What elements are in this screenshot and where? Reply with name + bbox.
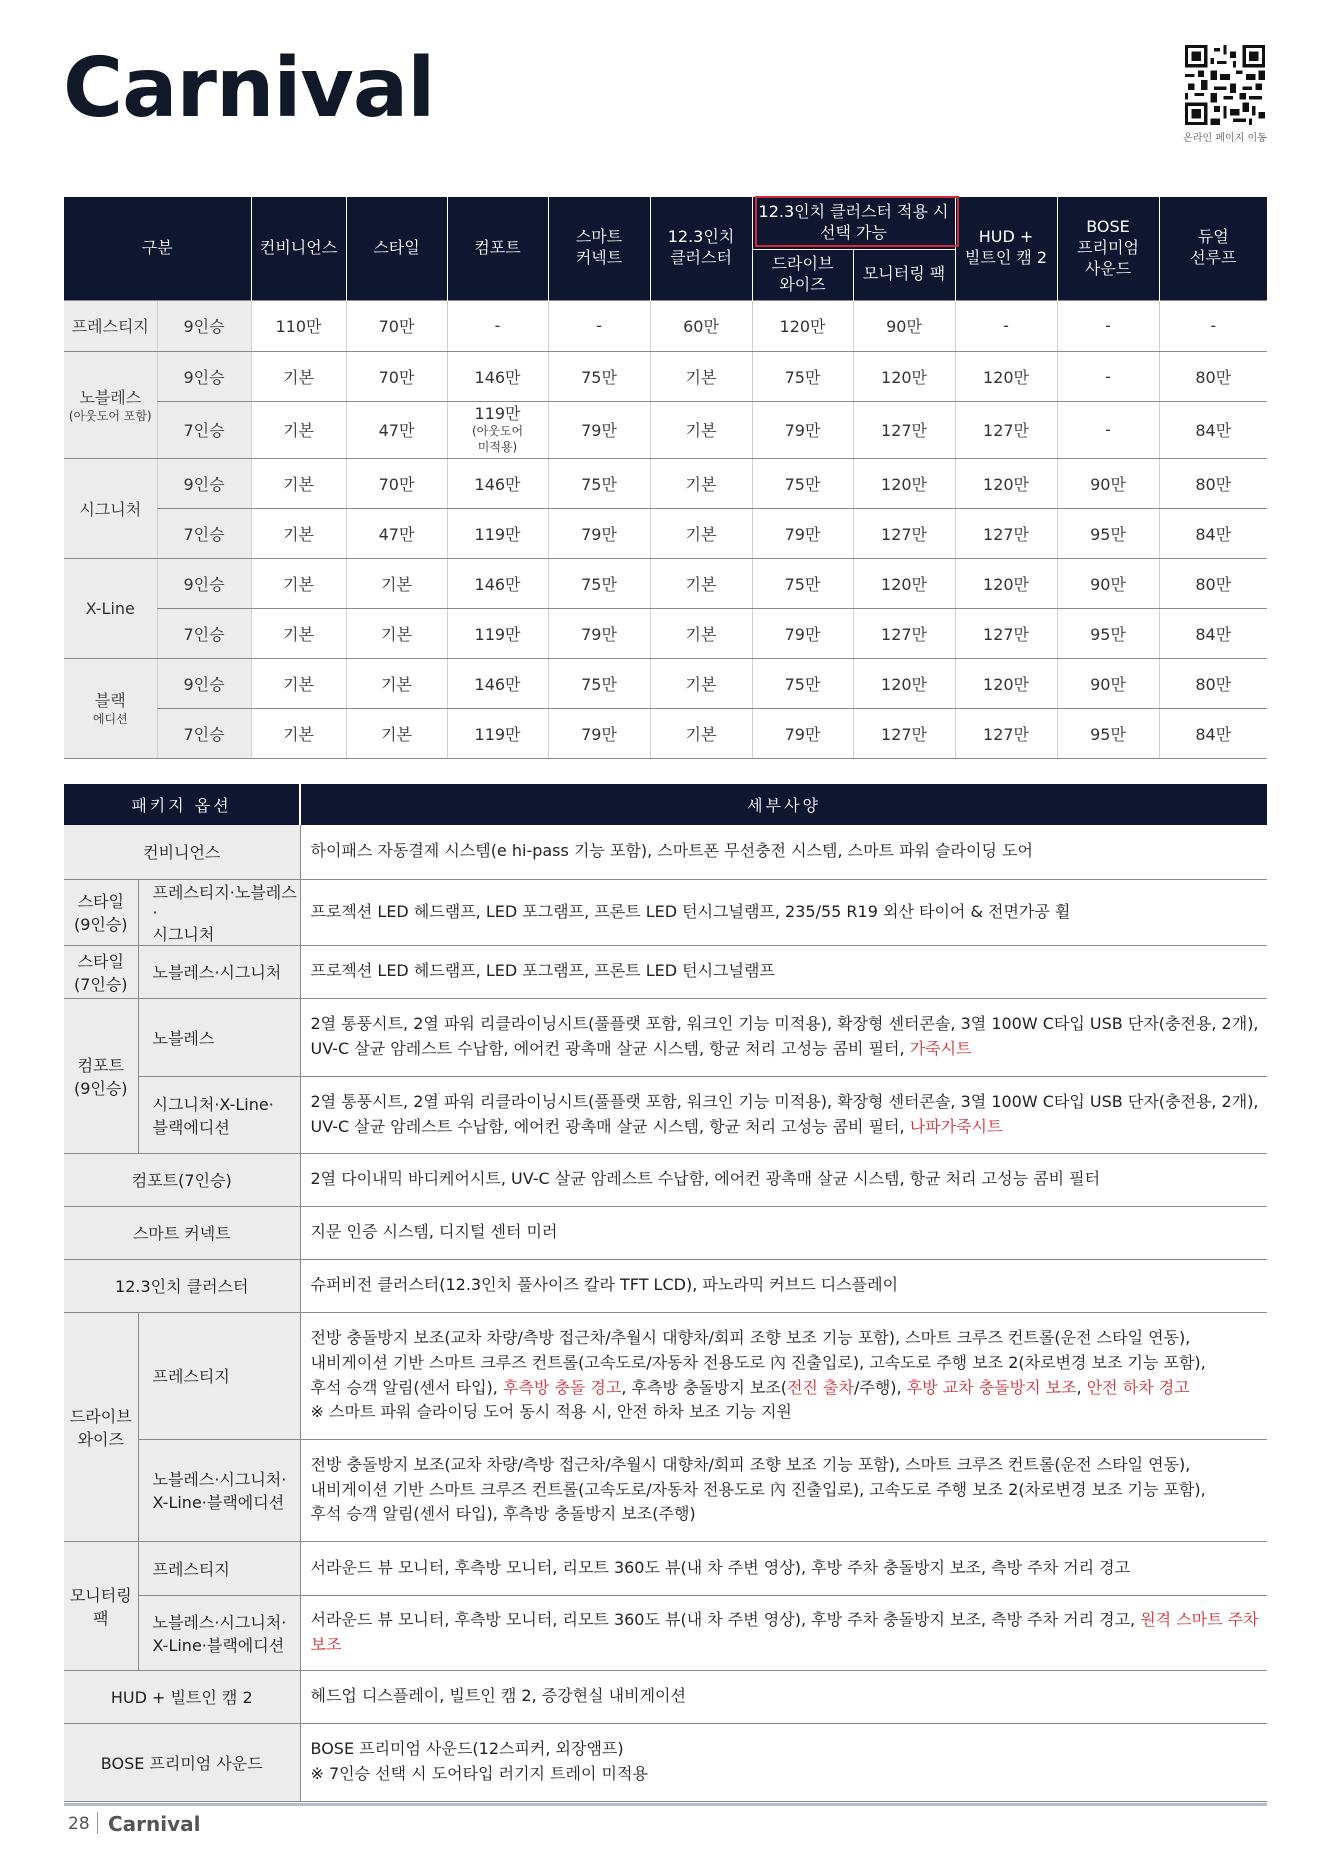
price-cell: 기본 — [346, 608, 447, 658]
price-row — [64, 708, 1267, 758]
price-cell: 127만 — [853, 508, 955, 558]
highlight-nappa-leather-seat: 나파가죽시트 — [909, 1116, 1003, 1136]
price-row — [64, 300, 1267, 351]
price-cell: - — [1057, 351, 1159, 401]
price-cell: 95만 — [1057, 608, 1159, 658]
pkg-desc-style9: 프로젝션 LED 헤드램프, LED 포그램프, 프론트 LED 턴시그널램프, 235/55 R19 외산 타이어 & 전면가공 휠 — [300, 879, 1267, 945]
grade-label: 블랙 에디션 — [64, 658, 157, 758]
pkg-sub-drive-wise-prestige: 프레스티지 — [138, 1312, 300, 1439]
price-cell: 75만 — [752, 558, 853, 608]
pkg-row-comfort9-b — [64, 1076, 1267, 1153]
price-cell: 기본 — [251, 458, 346, 508]
qr-code-icon[interactable] — [1185, 45, 1265, 125]
pkg-label-comfort9: 컴포트 (9인승) — [64, 998, 138, 1153]
price-table-header — [64, 197, 1267, 300]
price-cell: 120만 — [853, 458, 955, 508]
highlight-safe-exit-warning: 안전 하차 경고 — [1086, 1377, 1190, 1397]
pkg-desc-drive-wise-prestige: 전방 충돌방지 보조(교차 차량/측방 접근차/추월시 대향차/회피 조향 보조 기능 포함), 스마트 크루즈 컨트롤(운전 스타일 연동), 내비게이션 기반 스마트 크루즈 컨트롤(고속도로/자동차 전용도로 內 진출입로), 고속도로 주행 보조 2(차로변경 보조 기능 포함), 후석 승객 알림(센서 타입), 후측방 충돌 경고, 후측방 충돌방지 보조(전진 출차/주행), 후방 교차 충돌방지 보조, 안전 하차 경고 ※ 스마트 파워 슬라이딩 도어 동시 적용 시, 안전 하차 보조 기능 지원 — [300, 1312, 1267, 1439]
price-cell: 기본 — [650, 708, 752, 758]
package-header-right: 세부사양 — [300, 784, 1267, 825]
price-cell: 75만 — [752, 458, 853, 508]
pkg-sub-monitoring-prestige: 프레스티지 — [138, 1541, 300, 1595]
grade-label: 노블레스 (아웃도어 포함) — [64, 351, 157, 458]
highlight-forward-exit: 전진 출차 — [787, 1377, 854, 1397]
pkg-desc-drive-wise-others: 전방 충돌방지 보조(교차 차량/측방 접근차/추월시 대향차/회피 조향 보조 기능 포함), 스마트 크루즈 컨트롤(운전 스타일 연동), 내비게이션 기반 스마트 크루즈 컨트롤(고속도로/자동차 전용도로 內 진출입로), 고속도로 주행 보조 2(차로변경 보조 기능 포함), 후석 승객 알림(센서 타입), 후측방 충돌방지 보조(주행) — [300, 1439, 1267, 1541]
price-cell: 75만 — [548, 558, 650, 608]
price-cell: 79만 — [548, 708, 650, 758]
pkg-label-smart-connect: 스마트 커넥트 — [64, 1206, 300, 1259]
price-cell: 95만 — [1057, 708, 1159, 758]
price-cell: 80만 — [1159, 458, 1267, 508]
price-cell: - — [955, 300, 1057, 351]
pkg-desc-convenience: 하이패스 자동결제 시스템(e hi-pass 기능 포함), 스마트폰 무선충전 시스템, 스마트 파워 슬라이딩 도어 — [300, 825, 1267, 879]
price-cell: - — [447, 300, 548, 351]
header-monitoring-pack: 모니터링 팩 — [853, 249, 955, 300]
price-cell: 146만 — [447, 458, 548, 508]
highlight-remote-smart-parking: 원격 스마트 주차 보조 — [310, 1609, 1259, 1654]
pkg-label-drive-wise: 드라이브 와이즈 — [64, 1312, 138, 1541]
pkg-label-hud: HUD + 빌트인 캠 2 — [64, 1670, 300, 1723]
price-cell: 기본 — [650, 351, 752, 401]
seats-label: 7인승 — [157, 708, 251, 758]
price-cell: 60만 — [650, 300, 752, 351]
seats-label: 9인승 — [157, 351, 251, 401]
qr-label: 온라인 페이지 이동 — [1183, 133, 1267, 144]
price-cell: 기본 — [346, 658, 447, 708]
price-cell: 기본 — [251, 558, 346, 608]
price-cell: - — [1057, 300, 1159, 351]
price-cell: 79만 — [548, 508, 650, 558]
header-cluster-group: 12.3인치 클러스터 적용 시 선택 가능 — [752, 197, 955, 249]
grade-label: 프레스티지 — [64, 300, 157, 351]
pkg-row-cluster — [64, 1259, 1267, 1312]
price-cell: 84만 — [1159, 608, 1267, 658]
price-cell: 84만 — [1159, 508, 1267, 558]
price-cell: 120만 — [853, 658, 955, 708]
price-cell: 기본 — [650, 658, 752, 708]
price-cell: 120만 — [955, 558, 1057, 608]
highlight-rear-cross-traffic: 후방 교차 충돌방지 보조 — [906, 1377, 1077, 1397]
pkg-label-monitoring: 모니터링 팩 — [64, 1541, 138, 1670]
price-cell: 127만 — [955, 708, 1057, 758]
price-cell: 70만 — [346, 351, 447, 401]
pkg-row-drive-wise-b — [64, 1439, 1267, 1541]
price-cell: 70만 — [346, 300, 447, 351]
price-cell: 127만 — [955, 508, 1057, 558]
footer-divider — [64, 1803, 1267, 1806]
price-cell: 127만 — [853, 708, 955, 758]
seats-label: 9인승 — [157, 558, 251, 608]
price-cell: 기본 — [251, 608, 346, 658]
price-cell: 119만 — [447, 608, 548, 658]
pkg-desc-bose: BOSE 프리미엄 사운드(12스피커, 외장앰프) ※ 7인승 선택 시 도어타입 러기지 트레이 미적용 — [300, 1723, 1267, 1801]
price-row — [64, 458, 1267, 508]
price-row — [64, 608, 1267, 658]
pkg-desc-smart-connect: 지문 인증 시스템, 디지털 센터 미러 — [300, 1206, 1267, 1259]
price-cell: - — [1057, 401, 1159, 458]
pkg-desc-comfort9-noblesse: 2열 통풍시트, 2열 파워 리클라이닝시트(풀플랫 포함, 워크인 기능 미적용), 확장형 센터콘솔, 3열 100W C타입 USB 단자(충전용, 2개), UV-C 살균 암레스트 수납함, 에어컨 광촉매 살균 시스템, 항균 처리 고성능 콤비 필터, 가죽시트 — [300, 998, 1267, 1076]
price-cell: 75만 — [548, 351, 650, 401]
pkg-sub-style9: 프레스티지·노블레스· 시그니처 — [138, 879, 300, 945]
price-cell: 기본 — [650, 401, 752, 458]
seats-label: 9인승 — [157, 300, 251, 351]
pkg-sub-comfort9-noblesse: 노블레스 — [138, 998, 300, 1076]
highlight-leather-seat: 가죽시트 — [909, 1039, 972, 1058]
footer-model-name: Carnival — [108, 1812, 201, 1836]
pkg-desc-hud: 헤드업 디스플레이, 빌트인 캠 2, 증강현실 내비게이션 — [300, 1670, 1267, 1723]
price-cell: 47만 — [346, 508, 447, 558]
package-table — [64, 784, 1267, 1802]
seats-label: 9인승 — [157, 458, 251, 508]
price-cell: 80만 — [1159, 351, 1267, 401]
pkg-desc-comfort7: 2열 다이내믹 바디케어시트, UV-C 살균 암레스트 수납함, 에어컨 광촉매 살균 시스템, 항균 처리 고성능 콤비 필터 — [300, 1153, 1267, 1206]
pkg-sub-style7: 노블레스·시그니처 — [138, 945, 300, 998]
page-number: 28 — [68, 1814, 90, 1834]
header-convenience: 컨비니언스 — [251, 197, 346, 300]
pkg-sub-drive-wise-others: 노블레스·시그니처· X-Line·블랙에디션 — [138, 1439, 300, 1541]
price-cell: 95만 — [1057, 508, 1159, 558]
price-cell: - — [548, 300, 650, 351]
pkg-desc-style7: 프로젝션 LED 헤드램프, LED 포그램프, 프론트 LED 턴시그널램프 — [300, 945, 1267, 998]
highlight-rear-side-collision-warning: 후측방 충돌 경고 — [502, 1377, 622, 1397]
pkg-sub-comfort9-signature: 시그니처·X-Line· 블랙에디션 — [138, 1076, 300, 1153]
price-cell: 120만 — [955, 658, 1057, 708]
price-cell: 146만 — [447, 558, 548, 608]
footer-separator — [97, 1812, 98, 1834]
price-row — [64, 658, 1267, 708]
header-hud: HUD + 빌트인 캠 2 — [955, 197, 1057, 300]
page-title: Carnival — [63, 41, 435, 136]
price-cell: 120만 — [853, 351, 955, 401]
price-cell: 127만 — [853, 608, 955, 658]
price-cell: 84만 — [1159, 401, 1267, 458]
price-cell: 기본 — [346, 708, 447, 758]
pkg-desc-cluster: 슈퍼비전 클러스터(12.3인치 풀사이즈 칼라 TFT LCD), 파노라믹 커브드 디스플레이 — [300, 1259, 1267, 1312]
price-cell: 75만 — [752, 658, 853, 708]
price-cell: 90만 — [853, 300, 955, 351]
price-cell: 127만 — [955, 401, 1057, 458]
pkg-row-monitoring-b — [64, 1595, 1267, 1670]
price-cell: 기본 — [251, 508, 346, 558]
price-row — [64, 351, 1267, 401]
price-cell: - — [1159, 300, 1267, 351]
pkg-row-bose — [64, 1723, 1267, 1801]
pkg-label-bose: BOSE 프리미엄 사운드 — [64, 1723, 300, 1801]
price-cell: 120만 — [955, 458, 1057, 508]
seats-label: 7인승 — [157, 608, 251, 658]
price-row — [64, 558, 1267, 608]
package-header-left: 패키지 옵션 — [64, 784, 300, 825]
price-table — [64, 197, 1267, 759]
price-cell: 75만 — [548, 458, 650, 508]
price-cell: 기본 — [650, 508, 752, 558]
price-cell: 146만 — [447, 351, 548, 401]
price-cell: 90만 — [1057, 458, 1159, 508]
price-cell: 기본 — [251, 658, 346, 708]
grade-label: 시그니처 — [64, 458, 157, 558]
header-cluster: 12.3인치 클러스터 — [650, 197, 752, 300]
price-cell: 120만 — [955, 351, 1057, 401]
header-comfort: 컴포트 — [447, 197, 548, 300]
price-cell: 80만 — [1159, 658, 1267, 708]
pkg-desc-monitoring-prestige: 서라운드 뷰 모니터, 후측방 모니터, 리모트 360도 뷰(내 차 주변 영상), 후방 주차 충돌방지 보조, 측방 주차 거리 경고 — [300, 1541, 1267, 1595]
price-cell: 70만 — [346, 458, 447, 508]
price-cell: 119만 — [447, 708, 548, 758]
price-cell: 110만 — [251, 300, 346, 351]
pkg-label-style7: 스타일 (7인승) — [64, 945, 138, 998]
price-cell: 80만 — [1159, 558, 1267, 608]
header-division: 구분 — [64, 197, 251, 300]
seats-label: 7인승 — [157, 401, 251, 458]
price-cell: 127만 — [853, 401, 955, 458]
price-table-body — [64, 300, 1267, 758]
header-drive-wise: 드라이브 와이즈 — [752, 249, 853, 300]
price-cell: 119만 (아웃도어 미적용) — [447, 401, 548, 458]
header-smart-connect: 스마트 커넥트 — [548, 197, 650, 300]
pkg-row-comfort9-a — [64, 998, 1267, 1076]
header-bose: BOSE 프리미엄 사운드 — [1057, 197, 1159, 300]
pkg-row-convenience — [64, 825, 1267, 879]
price-cell: 120만 — [752, 300, 853, 351]
price-cell: 기본 — [251, 351, 346, 401]
price-cell: 기본 — [251, 401, 346, 458]
price-cell: 기본 — [650, 608, 752, 658]
price-cell: 79만 — [752, 708, 853, 758]
pkg-row-style7 — [64, 945, 1267, 998]
price-cell: 기본 — [650, 558, 752, 608]
price-cell: 79만 — [548, 401, 650, 458]
price-cell: 47만 — [346, 401, 447, 458]
pkg-row-drive-wise-a — [64, 1312, 1267, 1439]
price-cell: 120만 — [853, 558, 955, 608]
pkg-label-comfort7: 컴포트(7인승) — [64, 1153, 300, 1206]
price-cell: 75만 — [548, 658, 650, 708]
grade-label: X-Line — [64, 558, 157, 658]
seats-label: 7인승 — [157, 508, 251, 558]
header-style: 스타일 — [346, 197, 447, 300]
price-row — [64, 508, 1267, 558]
pkg-sub-monitoring-others: 노블레스·시그니처· X-Line·블랙에디션 — [138, 1595, 300, 1670]
price-cell: 79만 — [752, 401, 853, 458]
price-row — [64, 401, 1267, 458]
price-cell: 79만 — [752, 508, 853, 558]
pkg-desc-monitoring-others: 서라운드 뷰 모니터, 후측방 모니터, 리모트 360도 뷰(내 차 주변 영상), 후방 주차 충돌방지 보조, 측방 주차 거리 경고, 원격 스마트 주차 보조 — [300, 1595, 1267, 1670]
price-cell: 79만 — [752, 608, 853, 658]
pkg-label-style9: 스타일 (9인승) — [64, 879, 138, 945]
pkg-desc-comfort9-signature: 2열 통풍시트, 2열 파워 리클라이닝시트(풀플랫 포함, 워크인 기능 미적용), 확장형 센터콘솔, 3열 100W C타입 USB 단자(충전용, 2개), UV-C 살균 암레스트 수납함, 에어컨 광촉매 살균 시스템, 항균 처리 고성능 콤비 필터, 나파가죽시트 — [300, 1076, 1267, 1153]
price-cell: 기본 — [346, 558, 447, 608]
price-cell: 127만 — [955, 608, 1057, 658]
price-cell: 90만 — [1057, 558, 1159, 608]
pkg-label-convenience: 컨비니언스 — [64, 825, 300, 879]
header-dual-sunroof: 듀얼 선루프 — [1159, 197, 1267, 300]
price-cell: 84만 — [1159, 708, 1267, 758]
price-cell: 79만 — [548, 608, 650, 658]
pkg-row-hud — [64, 1670, 1267, 1723]
pkg-label-cluster: 12.3인치 클러스터 — [64, 1259, 300, 1312]
price-cell: 75만 — [752, 351, 853, 401]
pkg-row-style9 — [64, 879, 1267, 945]
price-cell: 기본 — [650, 458, 752, 508]
price-cell: 90만 — [1057, 658, 1159, 708]
pkg-row-comfort7 — [64, 1153, 1267, 1206]
seats-label: 9인승 — [157, 658, 251, 708]
price-cell: 기본 — [251, 708, 346, 758]
pkg-row-smart-connect — [64, 1206, 1267, 1259]
price-cell: 119만 — [447, 508, 548, 558]
price-cell: 146만 — [447, 658, 548, 708]
pkg-row-monitoring-a — [64, 1541, 1267, 1595]
